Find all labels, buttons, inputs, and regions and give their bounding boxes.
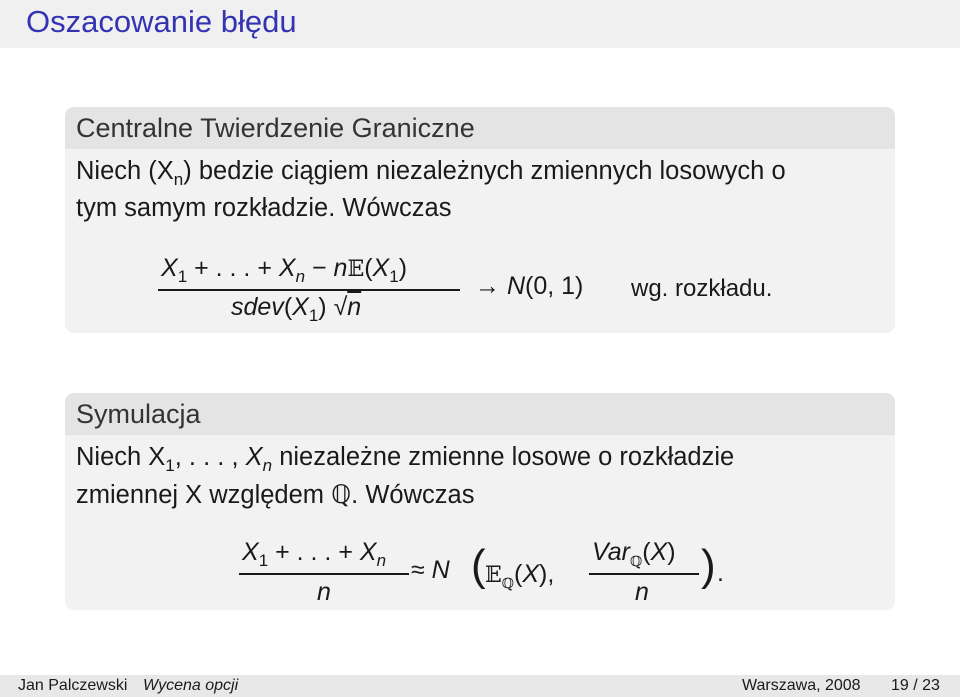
clt-denominator: $sdev(X_1)$ √n	[231, 293, 362, 325]
footer-talk-title: Wycena opcji	[143, 677, 239, 694]
footer-page-number: 19 / 23	[891, 677, 940, 694]
footer-author: Jan Palczewski	[18, 677, 128, 694]
footer-bar	[0, 675, 960, 697]
sim-period: .	[717, 559, 724, 587]
sim-var-fraction-bar	[589, 573, 699, 575]
clt-fraction-bar	[158, 289, 460, 291]
clt-limit: → N(0, 1)	[475, 272, 584, 300]
simulation-block-title: Symulacja	[76, 399, 201, 429]
frame-title-bar	[0, 0, 960, 48]
theorem-text-line-1: Niech $(X_n)$ bedzie ciągiem niezależnych zmiennych losowych o	[76, 157, 786, 189]
theorem-block-header	[65, 107, 895, 149]
simulation-text-line-1: Niech $X_1$, . . . , $X_n$ niezależne zmienne losowe o rozkładzie	[76, 443, 735, 475]
page-title: Oszacowanie błędu	[26, 4, 297, 39]
theorem-block	[65, 107, 895, 333]
sim-right-paren: )	[701, 541, 716, 590]
sim-numerator: $X_1$ + . . . + $X_n$	[242, 538, 387, 570]
sim-fraction-bar	[239, 573, 409, 575]
clt-numerator: $X_1$ + . . . + $X_n$ − $n𝔼(X_1)$	[161, 254, 408, 286]
simulation-block-header	[65, 393, 895, 435]
sim-approx: ≈ N	[411, 556, 450, 584]
sim-left-paren: (	[471, 541, 486, 590]
sim-denominator: n	[317, 578, 331, 606]
clt-tail-text: wg. rozkładu.	[631, 275, 773, 302]
simulation-text-line-2: zmiennej X względem ℚ. Wówczas	[76, 481, 475, 509]
simulation-block	[65, 393, 895, 610]
sim-var-denominator: n	[635, 578, 649, 606]
theorem-text-line-2: tym samym rozkładzie. Wówczas	[76, 194, 452, 222]
footer-place-date: Warszawa, 2008	[742, 677, 861, 694]
sim-var-numerator: Var$_ℚ$(X)	[592, 538, 676, 570]
sim-mean: 𝔼$_ℚ$(X),	[485, 560, 555, 592]
theorem-block-title: Centralne Twierdzenie Graniczne	[76, 113, 475, 143]
